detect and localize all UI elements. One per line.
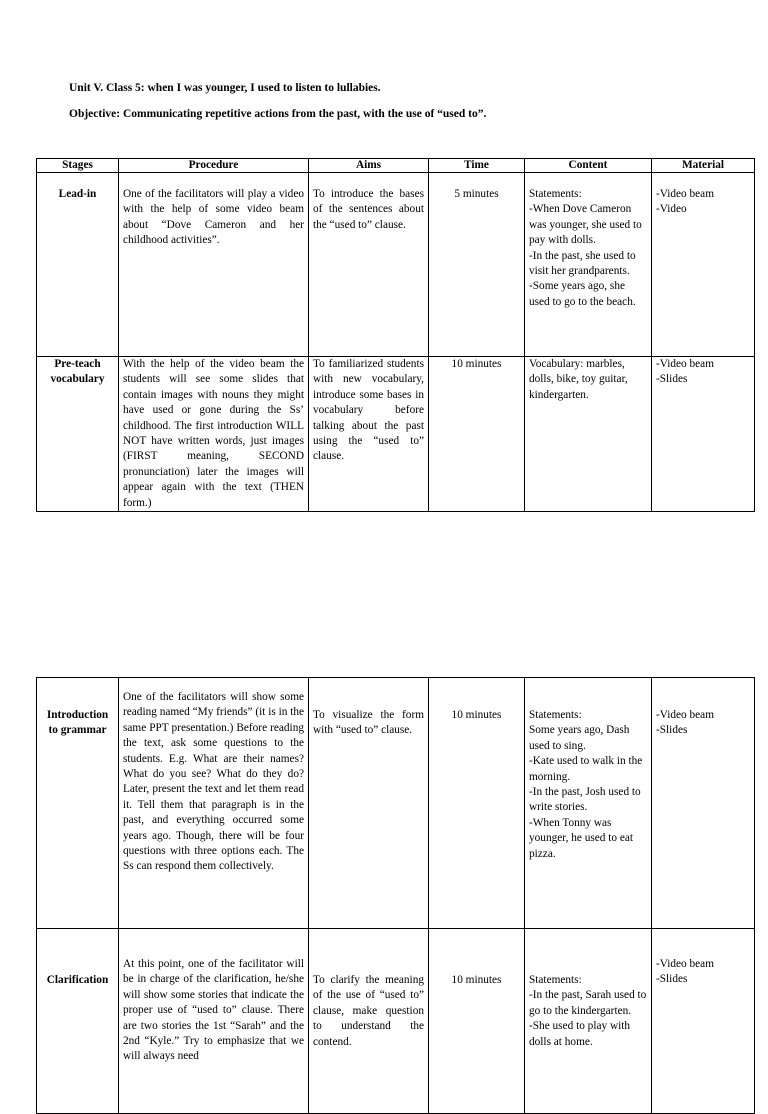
time-cell: 10 minutes [429, 678, 525, 929]
procedure-cell: At this point, one of the facilitator will be in charge of the clarification, he/she will show some stories that indicate the proper use of “used to” clause. There are two stories the 1st “Sarah” and the 2nd “Kyle.” Try to emphasize that we will always need [119, 929, 309, 1114]
procedure-cell: One of the facilitators will play a video with the help of some video beam about “Dove Cameron and her childhood activities”. [119, 173, 309, 357]
procedure-cell: With the help of the video beam the students will see some slides that contain images with nouns they might have used or gone during the Ss’ childhood. The first introduction WILL NOT have written words, just images (FIRST meaning, SECOND pronunciation) later the images will appear again with the text (THEN form.) [119, 357, 309, 512]
table-header-row [37, 159, 755, 173]
table-row [37, 173, 755, 357]
lesson-plan-table-2 [36, 677, 755, 1114]
content-cell: Statements: Some years ago, Dash used to sing. -Kate used to walk in the morning. -In the past, Josh used to write stories. -When Tonny was younger, he used to eat pizza. [525, 678, 652, 929]
time-cell: 10 minutes [429, 357, 525, 512]
material-cell: -Video beam -Video [652, 173, 755, 357]
aims-cell: To familiarized students with new vocabulary, introduce some bases in vocabulary before talking about the past using the “used to” clause. [309, 357, 429, 512]
lesson-objective: Objective: Communicating repetitive actions from the past, with the use of “used to”. [69, 108, 487, 120]
stage-cell: Pre-teach vocabulary [37, 357, 119, 512]
table-row [37, 929, 755, 1114]
header-content: Content [525, 159, 652, 173]
header-material: Material [652, 159, 755, 173]
aims-cell: To visualize the form with “used to” clause. [309, 678, 429, 929]
header-procedure: Procedure [119, 159, 309, 173]
time-cell: 5 minutes [429, 173, 525, 357]
lesson-title: Unit V. Class 5: when I was younger, I used to listen to lullabies. [69, 82, 381, 94]
stage-cell: Introduction to grammar [37, 678, 119, 929]
aims-cell: To introduce the bases of the sentences about the “used to” clause. [309, 173, 429, 357]
table-row [37, 678, 755, 929]
header-stages: Stages [37, 159, 119, 173]
header-time: Time [429, 159, 525, 173]
header-aims: Aims [309, 159, 429, 173]
time-cell: 10 minutes [429, 929, 525, 1114]
procedure-cell: One of the facilitators will show some reading named “My friends” (it is in the same PPT presentation.) Before reading the text, ask some questions to the students. E.g. What are their names? What do you see? What do they do? Later, present the text and let them read it. Tell them that paragraph is in the past, and everything occurred some years ago. Though, there will be four questions with three options each. The Ss can respond them collectively. [119, 678, 309, 929]
content-cell: Vocabulary: marbles, dolls, bike, toy guitar, kindergarten. [525, 357, 652, 512]
content-cell: Statements: -When Dove Cameron was younger, she used to pay with dolls. -In the past, she used to visit her grandparents. -Some years ago, she used to go to the beach. [525, 173, 652, 357]
table-row [37, 357, 755, 512]
material-cell: -Video beam -Slides [652, 678, 755, 929]
content-cell: Statements: -In the past, Sarah used to go to the kindergarten. -She used to play with dolls at home. [525, 929, 652, 1114]
aims-cell: To clarify the meaning of the use of “used to” clause, make question to understand the contend. [309, 929, 429, 1114]
lesson-plan-table-1 [36, 158, 755, 512]
stage-cell: Lead-in [37, 173, 119, 357]
material-cell: -Video beam -Slides [652, 357, 755, 512]
material-cell: -Video beam -Slides [652, 929, 755, 1114]
stage-cell: Clarification [37, 929, 119, 1114]
